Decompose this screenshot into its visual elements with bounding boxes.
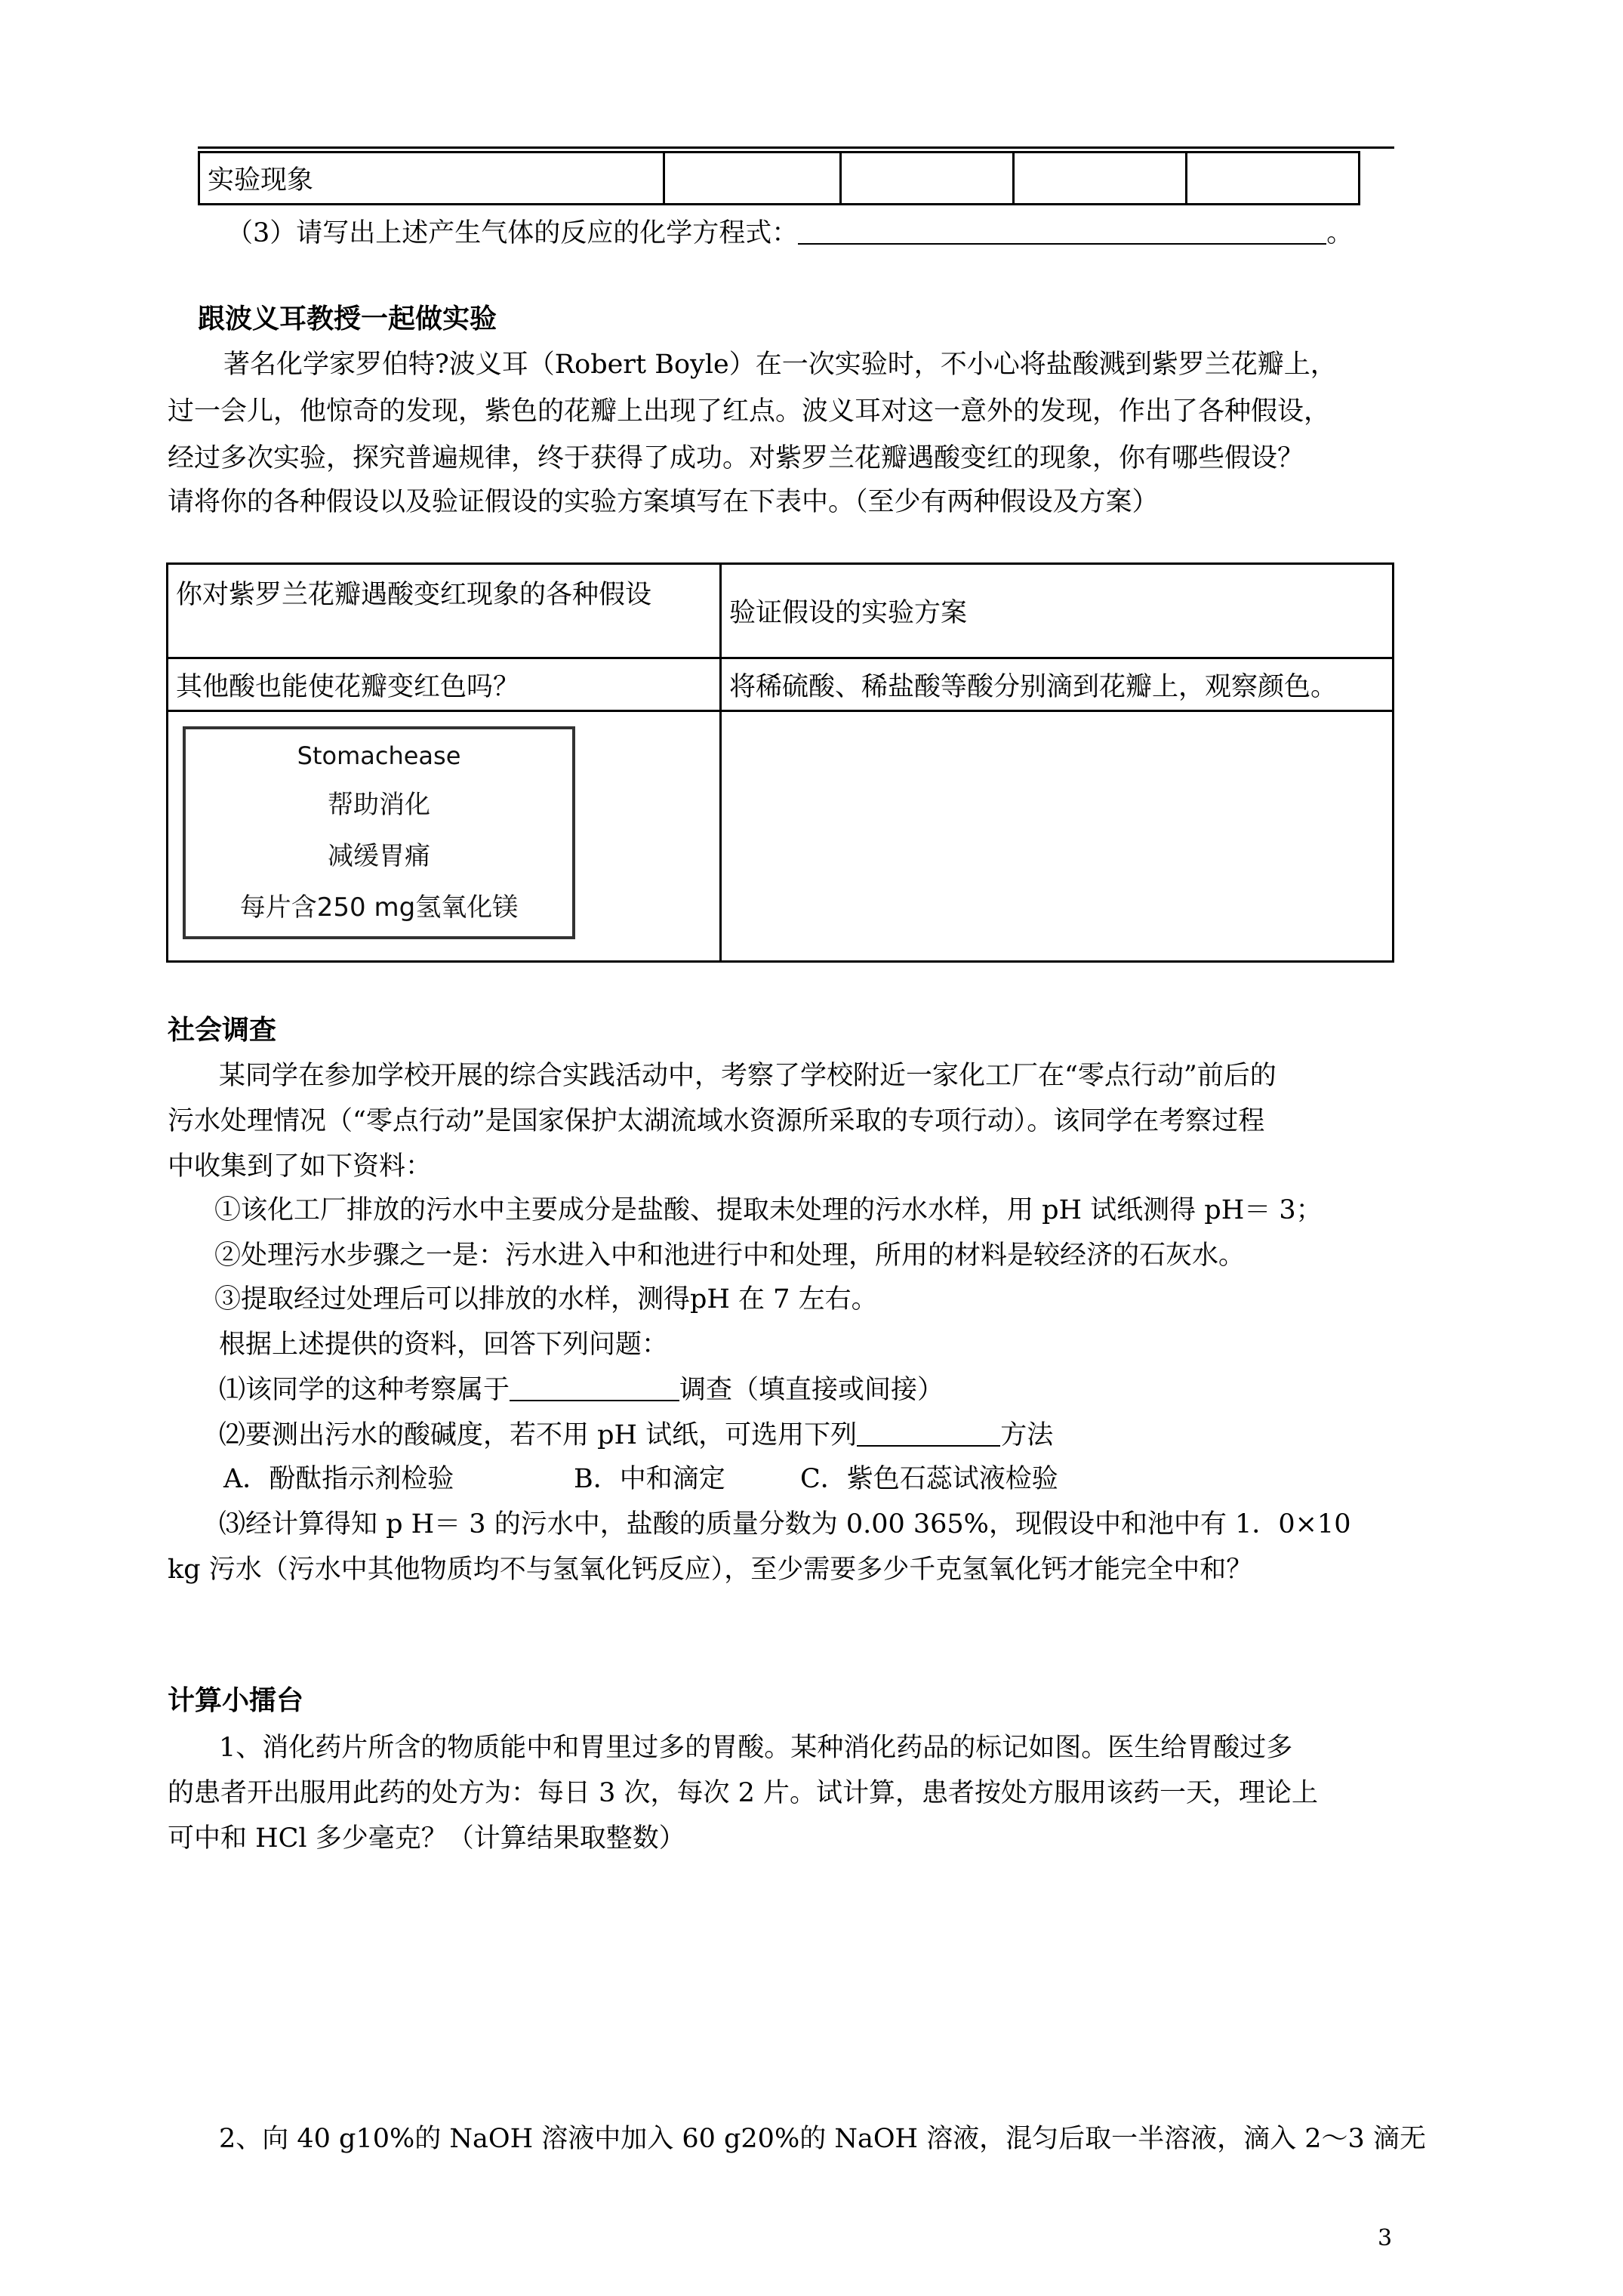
boyle-line-4: 请将你的各种假设以及验证假设的实验方案填写在下表中。（至少有两种假设及方案） xyxy=(168,487,1159,517)
top-table xyxy=(198,151,1360,205)
survey-option-b: B．中和滴定 xyxy=(574,1464,725,1494)
top-table-cell xyxy=(1186,153,1359,205)
hypothesis-header-right: 验证假设的实验方案 xyxy=(721,564,1394,658)
drug-label-line-4: 每片含250 mg氢氧化镁 xyxy=(239,892,519,923)
boyle-line-2: 过一会儿，他惊奇的发现，紫色的花瓣上出现了红点。波义耳对这一意外的发现，作出了各种假设， xyxy=(168,396,1331,427)
survey-option-c: C．紫色石蕊试液检验 xyxy=(800,1464,1058,1494)
calc-p1-line-2: 的患者开出服用此药的处方为：每日 3 次，每次 2 片。试计算，患者按处方服用该药一天，理论上 xyxy=(168,1778,1319,1808)
calc-heading: 计算小擂台 xyxy=(168,1685,304,1716)
question-3 xyxy=(226,214,1353,252)
survey-question-1 xyxy=(219,1371,944,1409)
hypothesis-row2-right xyxy=(721,711,1394,962)
survey-question-2 xyxy=(219,1416,1053,1454)
survey-question-3-line-2: kg 污水（污水中其他物质均不与氢氧化钙反应），至少需要多少千克氢氧化钙才能完全中和？ xyxy=(168,1555,1253,1585)
calc-p1-line-3: 可中和 HCl 多少毫克？（计算结果取整数） xyxy=(168,1823,685,1854)
answer-blank xyxy=(510,1373,679,1401)
hypothesis-row1-left: 其他酸也能使花瓣变红色吗？ xyxy=(168,658,721,711)
top-table-cell xyxy=(840,153,1013,205)
page-number: 3 xyxy=(1378,2225,1393,2251)
drug-label-name: Stomachease xyxy=(297,741,461,770)
drug-label-image xyxy=(183,726,575,939)
top-table-cell xyxy=(664,153,840,205)
calc-p1-line-1: 1、消化药片所含的物质能中和胃里过多的胃酸。某种消化药品的标记如图。医生给胃酸过多 xyxy=(219,1733,1293,1763)
survey-heading: 社会调查 xyxy=(168,1015,277,1046)
survey-item-3: ③提取经过处理后可以排放的水样，测得pH 在 7 左右。 xyxy=(214,1284,878,1314)
hypothesis-row1-right: 将稀硫酸、稀盐酸等酸分别滴到花瓣上，观察颜色。 xyxy=(721,658,1394,711)
top-table-row-label: 实验现象 xyxy=(199,153,664,205)
survey-intro-3: 中收集到了如下资料： xyxy=(168,1151,433,1182)
survey-item-2: ②处理污水步骤之一是：污水进入中和池进行中和处理，所用的材料是较经济的石灰水。 xyxy=(214,1240,1246,1271)
survey-item-1: ①该化工厂排放的污水中主要成分是盐酸、提取未处理的污水水样，用 pH 试纸测得 pH＝ 3； xyxy=(214,1195,1323,1225)
survey-q2-text-2: 方法 xyxy=(1000,1420,1054,1450)
survey-q2-text: ⑵要测出污水的酸碱度，若不用 pH 试纸，可选用下列 xyxy=(219,1420,858,1450)
survey-question-3-line-1: ⑶经计算得知 p H＝ 3 的污水中，盐酸的质量分数为 0.00 365%，现假设中和池中有 1．0×10 xyxy=(219,1509,1351,1539)
boyle-line-3: 经过多次实验，探究普遍规律，终于获得了成功。对紫罗兰花瓣遇酸变红的现象，你有哪些假设？ xyxy=(168,443,1304,473)
hypothesis-header-left: 你对紫罗兰花瓣遇酸变红现象的各种假设 xyxy=(168,564,721,658)
survey-intro-2: 污水处理情况（“零点行动”是国家保护太湖流域水资源所采取的专项行动）。该同学在考察过程 xyxy=(168,1106,1265,1136)
top-table-extra-border xyxy=(198,146,1394,149)
drug-label-line-2: 帮助消化 xyxy=(328,790,430,820)
boyle-line-1: 著名化学家罗伯特?波义耳（Robert Boyle）在一次实验时，不小心将盐酸溅到紫罗兰花瓣上， xyxy=(223,350,1337,380)
calc-p2: 2、向 40 g10%的 NaOH 溶液中加入 60 g20%的 NaOH 溶液，混匀后取一半溶液，滴入 2～3 滴无 xyxy=(219,2124,1426,2154)
drug-label-line-3: 减缓胃痛 xyxy=(328,841,430,871)
survey-intro-1: 某同学在参加学校开展的综合实践活动中，考察了学校附近一家化工厂在“零点行动”前后的 xyxy=(219,1061,1277,1091)
survey-q1-text: ⑴该同学的这种考察属于 xyxy=(219,1375,510,1405)
answer-blank xyxy=(857,1418,1000,1447)
survey-q1-text-2: 调查（填直接或间接） xyxy=(679,1375,944,1405)
top-table-cell xyxy=(1013,153,1186,205)
survey-option-a: A．酚酞指示剂检验 xyxy=(223,1464,454,1494)
question-3-text: （3）请写出上述产生气体的反应的化学方程式： xyxy=(226,218,799,248)
question-3-end: 。 xyxy=(1326,218,1354,248)
survey-prompt: 根据上述提供的资料，回答下列问题： xyxy=(219,1330,669,1360)
boyle-heading: 跟波义耳教授一起做实验 xyxy=(198,304,497,334)
answer-blank xyxy=(798,216,1326,245)
